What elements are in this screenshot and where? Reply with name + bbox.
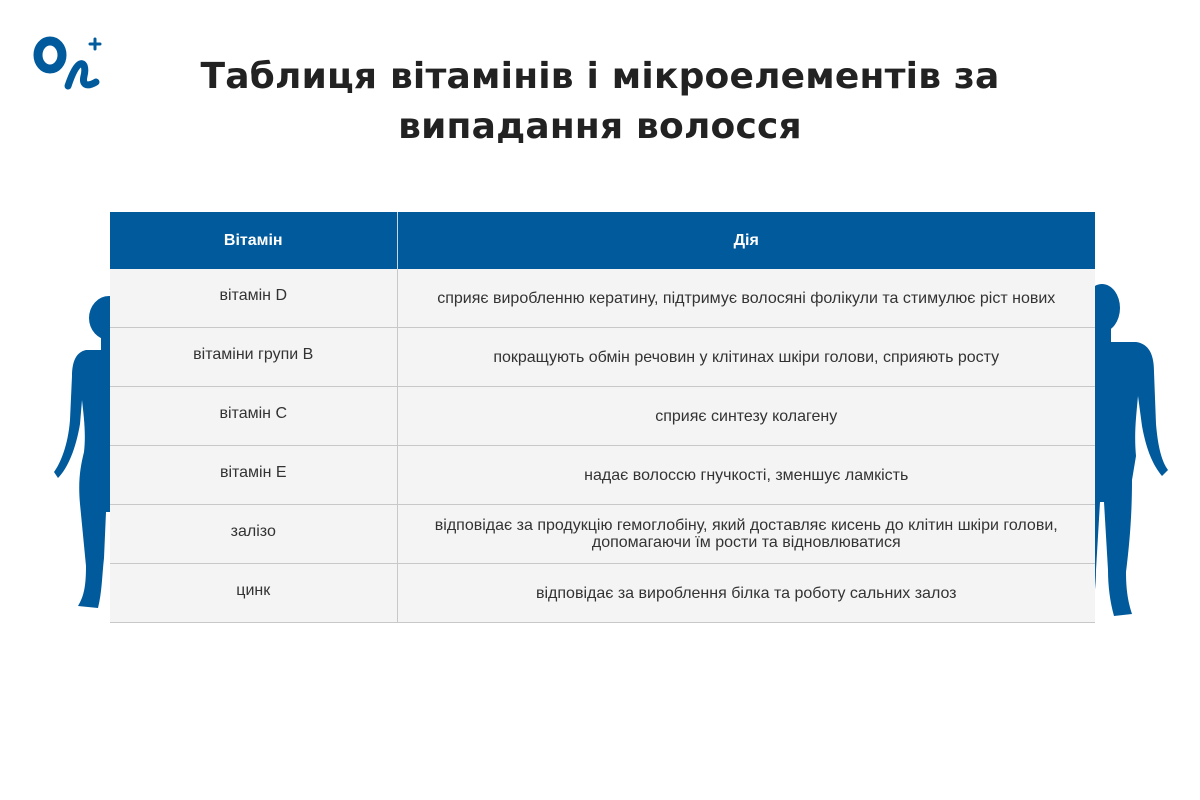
header-action: Дія: [397, 212, 1095, 269]
page-title: Таблиця вітамінів і мікроелементів за випадання волосся: [200, 56, 1000, 147]
brand-logo-icon[interactable]: [32, 28, 104, 94]
vitamin-cell: вітамін С: [110, 387, 397, 446]
action-cell: сприяє виробленню кератину, підтримує волосяні фолікули та стимулює ріст нових: [397, 269, 1095, 328]
table-row: [110, 446, 1095, 505]
vitamin-cell: цинк: [110, 564, 397, 623]
table-row: [110, 564, 1095, 623]
header-vitamin: Вітамін: [110, 212, 397, 269]
table-row: [110, 328, 1095, 387]
vitamin-cell: залізо: [110, 505, 397, 564]
table-header-row: [110, 212, 1095, 269]
vitamin-cell: вітаміни групи В: [110, 328, 397, 387]
action-cell: надає волоссю гнучкості, зменшує ламкість: [397, 446, 1095, 505]
action-cell: відповідає за вироблення білка та роботу сальних залоз: [397, 564, 1095, 623]
action-cell: сприяє синтезу колагену: [397, 387, 1095, 446]
table-row: [110, 269, 1095, 328]
action-cell: відповідає за продукцію гемоглобіну, який доставляє кисень до клітин шкіри голови, допомагаючи їм рости та відновлюватися: [397, 505, 1095, 564]
table-row: [110, 505, 1095, 564]
action-cell: покращують обмін речовин у клітинах шкіри голови, сприяють росту: [397, 328, 1095, 387]
vitamin-cell: вітамін D: [110, 269, 397, 328]
table-row: [110, 387, 1095, 446]
vitamins-table: [110, 212, 1095, 623]
vitamin-cell: вітамін Е: [110, 446, 397, 505]
